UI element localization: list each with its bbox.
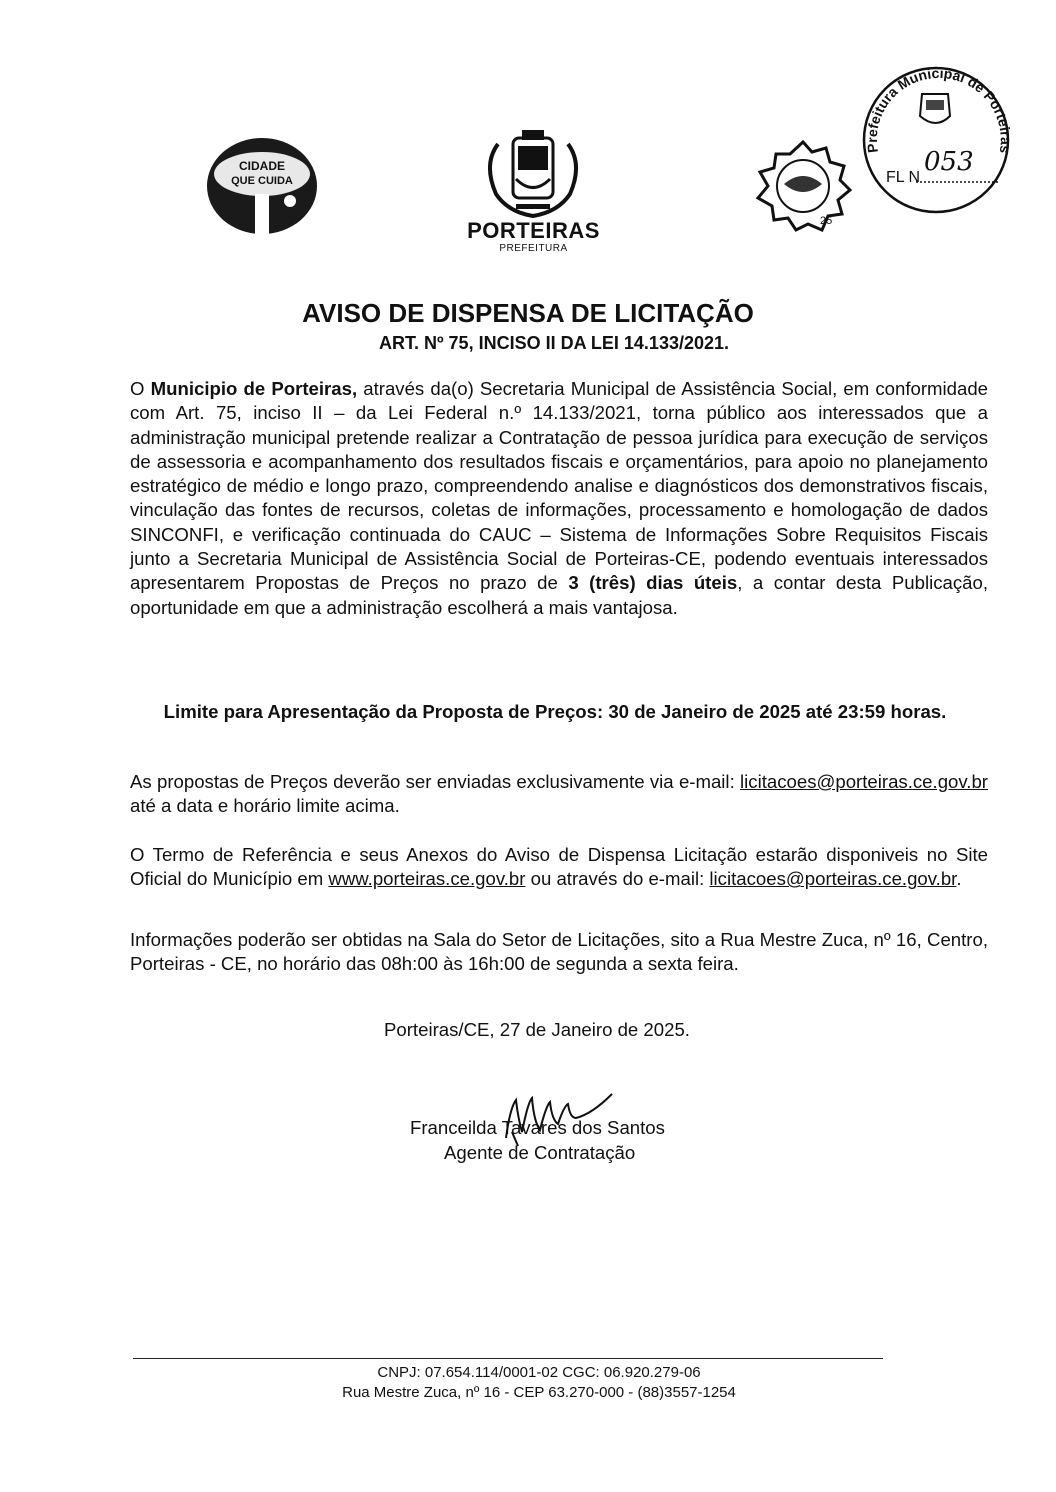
website-link[interactable]: www.porteiras.ce.gov.br (328, 868, 526, 890)
stamp-number: 053 (924, 147, 974, 177)
notice-paragraph: O Municipio de Porteiras, através da(o) Secretaria Municipal de Assistência Social, em conformidade com Art. 75, inciso II – da Lei Federal n.º 14.133/2021, torna público aos interessados que a administração municipal pretende realizar a Contratação de pessoa jurídica para execução de serviços de assessoria e acompanhamento dos resultados fiscais e orçamentários, para apoio no planejamento estratégico de médio e longo prazo, compreendendo analise e diagnósticos dos demonstrativos fiscais, vinculação das fontes de recursos, coletas de informações, processamento e homologação de dados SINCONFI, e verificação continuada do CAUC – Sistema de Informações Sobre Requisitos Fiscais junto a Secretaria Municipal de Assistência Social de Porteiras-CE, podendo eventuais interessados apresentarem Propostas de Preços no prazo de 3 (três) dias úteis, a contar desta Publicação, oportunidade em que a administração escolherá a mais vantajosa. (130, 378, 989, 618)
porteiras-crest-logo (478, 124, 588, 222)
brand-subtitle: PREFEITURA (499, 243, 568, 254)
logo-left-text-1: CIDADE (238, 159, 286, 173)
footer-address: Rua Mestre Zuca, nº 16 - CEP 63.270-000 - (88)3557-1254 (342, 1384, 736, 1401)
brand-name: PORTEIRAS (467, 218, 600, 243)
signer-role: Agente de Contratação (444, 1142, 636, 1163)
document-title: AVISO DE DISPENSA DE LICITAÇÃO (302, 298, 754, 328)
document-subtitle: ART. Nº 75, INCISO II DA LEI 14.133/2021. (378, 333, 730, 353)
submission-paragraph: As propostas de Preços deverão ser enviadas exclusivamente via e-mail: licitacoes@porteiras.ce.gov.br até a data e horário limite acima. (130, 771, 988, 817)
place-and-date: Porteiras/CE, 27 de Janeiro de 2025. (384, 1019, 690, 1040)
svg-text:25: 25 (820, 215, 833, 227)
logo-left-text-2: QUE CUIDA (231, 175, 293, 187)
signer-name: Franceilda Tavares dos Santos (410, 1117, 665, 1138)
email-link[interactable]: licitacoes@porteiras.ce.gov.br (709, 868, 957, 890)
footer-registration: CNPJ: 07.654.114/0001-02 CGC: 06.920.279-06 (377, 1364, 701, 1381)
footer-divider (133, 1358, 883, 1359)
stamp-fl-label: FL N (886, 169, 921, 186)
cidade-que-cuida-logo (205, 136, 320, 236)
email-link[interactable]: licitacoes@porteiras.ce.gov.br (740, 771, 988, 792)
deadline-days: 3 (três) dias úteis (568, 572, 738, 594)
proposal-deadline: Limite para Apresentação da Proposta de Preços: 30 de Janeiro de 2025 até 23:59 horas. (163, 701, 947, 722)
protocol-stamp (856, 64, 1016, 214)
reference-paragraph: O Termo de Referência e seus Anexos do Aviso de Dispensa Licitação estarão disponiveis no Site Oficial do Município em www.porteiras.ce.gov.br ou através do e-mail: licitacoes@porteiras.ce.gov.br. (130, 844, 988, 890)
information-paragraph: Informações poderão ser obtidas na Sala do Setor de Licitações, sito a Rua Mestre Zuca, nº 16, Centro, Porteiras - CE, no horário das 08h:00 às 16h:00 de segunda a sexta feira. (130, 929, 988, 975)
seal-logo (750, 138, 856, 234)
municipality-name: Municipio de Porteiras, (150, 378, 358, 399)
stamp-text: Prefeitura Municipal de Porteiras (863, 64, 1014, 155)
